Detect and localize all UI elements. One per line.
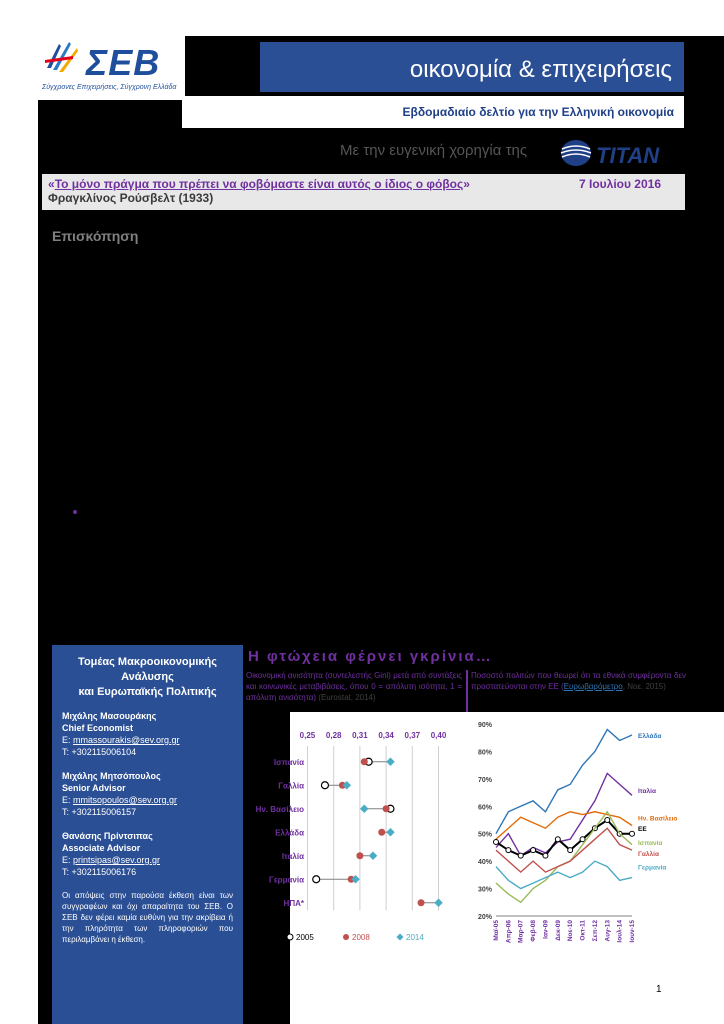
contact-email-link[interactable]: printsipas@sev.org.gr — [73, 855, 161, 865]
euro-x-tick-label: Σεπ-12 — [591, 920, 599, 942]
contact-email-link[interactable]: mmitsopoulos@sev.org.gr — [73, 795, 178, 805]
euro-series-label: Γερμανία — [638, 864, 667, 872]
sidebar-title-line: Τομέας Μακροοικονομικής — [78, 656, 217, 668]
euro-y-tick-label: 60% — [477, 804, 492, 812]
brand-tagline: Σύγχρονες Επιχειρήσεις, Σύγχρονη Ελλάδα — [42, 84, 177, 91]
gini-category-label: Ισπανία — [273, 757, 304, 767]
bullet-marker — [73, 510, 77, 514]
quote-author: Φραγκλίνος Ρούσβελτ (1933) — [48, 191, 214, 205]
gini-category-label: Ιταλία — [281, 851, 304, 861]
brand-logo-text: ΣΕΒ — [86, 42, 161, 83]
gini-legend-marker — [396, 933, 403, 940]
gini-x-tick-label: 0,34 — [378, 731, 394, 740]
euro-x-tick-label: Φεβ-08 — [530, 920, 538, 942]
quote-open-mark: « — [48, 177, 55, 191]
gini-point-2014 — [386, 758, 394, 766]
gini-category-label: Ην. Βασίλειο — [255, 804, 304, 814]
contact-person — [62, 830, 233, 878]
contact-role: Associate Advisor — [62, 843, 141, 853]
euro-x-tick-label: Μαϊ-05 — [493, 920, 500, 941]
section-title: Η φτώχεια φέρνει γκρίνια… — [248, 648, 493, 665]
euro-series-line — [496, 828, 632, 872]
gini-dot-chart — [250, 724, 464, 950]
gini-chart-caption — [246, 670, 462, 703]
euro-ee-point — [555, 837, 560, 842]
euro-y-tick-label: 80% — [477, 749, 492, 757]
euro-series-label: Ην. Βασίλειο — [638, 815, 678, 823]
gini-x-tick-label: 0,31 — [352, 731, 368, 740]
gini-point-2014 — [369, 852, 377, 860]
contact-name: Θανάσης Πρίντσιπας — [62, 831, 153, 841]
contact-role: Senior Advisor — [62, 783, 126, 793]
gini-legend-marker — [287, 934, 293, 940]
sidebar-title-line: και Ευρωπαϊκής Πολιτικής — [78, 686, 217, 698]
euro-x-tick-label: Αυγ-13 — [604, 920, 612, 942]
disclaimer-text: Οι απόψεις στην παρούσα έκθεση είναι των συγγραφέων και όχι απαραίτητα του ΣΕΒ. Ο ΣΕΒ δεν φέρει καμία ευθύνη για την ακρίβεια ή την πληρότητα των πληροφοριών που περιλαμβάνει η έκθεση. — [62, 891, 233, 944]
euro-series-label: Ιταλία — [638, 787, 656, 795]
eurobarometer-link[interactable]: Ευρωβαρόμετρο — [563, 682, 623, 691]
gini-legend-marker — [343, 934, 349, 940]
gini-x-tick-label: 0,28 — [325, 731, 342, 740]
email-label: E: — [62, 735, 74, 745]
gini-x-tick-label: 0,37 — [404, 731, 421, 740]
publication-subtitle: Εβδομαδιαίο δελτίο για την Ελληνική οικονομία — [182, 96, 684, 128]
titan-wordmark: TITAN — [596, 143, 660, 168]
euro-caption-source: , Νοε. 2015) — [622, 682, 666, 691]
euro-ee-point — [543, 853, 548, 858]
gini-point-2008 — [356, 852, 363, 859]
gini-point-2014 — [386, 828, 394, 836]
contact-email-line — [62, 854, 233, 866]
euro-ee-point — [630, 831, 635, 836]
page-number: 1 — [656, 984, 662, 995]
euro-series-line — [496, 820, 632, 856]
euro-series-label: Ελλάδα — [638, 732, 662, 740]
contact-person — [62, 710, 233, 758]
gini-point-2008 — [418, 899, 425, 906]
sidebar-title — [62, 655, 233, 700]
contact-phone: T: +302115006104 — [62, 747, 137, 757]
euro-ee-point — [518, 853, 523, 858]
euro-ee-point — [605, 818, 610, 823]
contact-email-line — [62, 734, 233, 746]
gini-point-2005 — [313, 876, 320, 883]
euro-ee-point — [494, 839, 499, 844]
quote-text: Το μόνο πράγμα που πρέπει να φοβόμαστε είναι αυτός ο ίδιος ο φόβος — [54, 177, 464, 191]
euro-y-tick-label: 20% — [477, 914, 492, 921]
gini-legend-label: 2014 — [406, 933, 424, 942]
quote-box — [42, 174, 685, 210]
euro-x-tick-label: Ιουν-15 — [629, 920, 636, 943]
euro-series-label: Γαλλία — [638, 850, 659, 858]
euro-y-tick-label: 50% — [477, 831, 492, 839]
gini-category-label: Γερμανία — [269, 875, 304, 885]
contact-phone: T: +302115006176 — [62, 867, 137, 877]
gini-point-2014 — [360, 805, 368, 813]
gini-x-tick-label: 0,40 — [430, 731, 447, 740]
sponsor-text: Με την ευγενική χορηγία της — [340, 142, 528, 159]
issue-date: 7 Ιουλίου 2016 — [578, 177, 661, 191]
euro-ee-point — [506, 848, 511, 853]
euro-x-tick-label: Δεκ-09 — [554, 920, 562, 941]
euro-y-tick-label: 90% — [477, 722, 492, 729]
gini-point-2008 — [383, 805, 390, 812]
euro-series-line — [496, 861, 632, 888]
gini-point-2005 — [321, 782, 328, 789]
gini-x-tick-label: 0,25 — [299, 731, 316, 740]
sev-logo-icon — [42, 38, 84, 78]
euro-chart-caption — [471, 670, 686, 692]
gini-point-2014 — [434, 899, 442, 907]
gini-point-2008 — [361, 758, 368, 765]
euro-x-tick-label: Μαρ-07 — [517, 920, 525, 943]
euro-x-tick-label: Ιαν-09 — [542, 920, 550, 939]
euro-x-tick-label: Ιουλ-14 — [616, 920, 624, 943]
eurobarometer-line-chart — [472, 714, 724, 954]
euro-y-tick-label: 30% — [477, 886, 492, 894]
gini-point-2008 — [378, 829, 385, 836]
titan-globe-icon — [560, 138, 682, 168]
sidebar-title-line: Ανάλυσης — [121, 671, 174, 683]
titan-logo — [560, 138, 682, 168]
email-label: E: — [62, 795, 74, 805]
overview-heading: Επισκόπηση — [52, 228, 139, 244]
gini-legend-label: 2008 — [352, 933, 370, 942]
euro-y-tick-label: 70% — [477, 776, 492, 784]
euro-series-label: ΕΕ — [638, 826, 647, 834]
euro-series-label: Ισπανία — [638, 839, 663, 847]
publication-title: οικονομία & επιχειρήσεις — [260, 42, 684, 92]
gini-caption-source: (Eurostat, 2014) — [316, 693, 376, 702]
contact-phone: T: +302115006157 — [62, 807, 137, 817]
euro-ee-point — [568, 848, 573, 853]
euro-ee-point — [580, 837, 585, 842]
euro-ee-point — [531, 848, 536, 853]
gini-category-label: Γαλλία — [278, 781, 304, 791]
contact-role: Chief Economist — [62, 723, 134, 733]
euro-x-tick-label: Νοε-10 — [567, 920, 575, 942]
quote-close-mark: » — [463, 177, 470, 191]
euro-caption-text: Ποσοστό πολιτών που θεωρεί ότι τα εθνικά συμφέροντα δεν προστατεύονται στην ΕΕ ( — [471, 671, 686, 691]
gini-category-label: ΗΠΑ* — [283, 898, 304, 908]
gini-caption-text: Οικονομική ανισότητα (συντελεστής Gini) μετά από συντάξεις και κοινωνικές μεταβιβάσεις, όπου 0 = απόλυτη ισότητα, 1 = απόλυτη ανισότητα) — [246, 671, 462, 702]
euro-x-tick-label: Οκτ-11 — [579, 920, 587, 941]
contact-name: Μιχάλης Μητσόπουλος — [62, 771, 161, 781]
euro-x-tick-label: Απρ-06 — [505, 920, 513, 944]
email-label: E: — [62, 855, 74, 865]
contact-email-link[interactable]: mmassourakis@sev.org.gr — [73, 735, 180, 745]
contact-sidebar — [52, 645, 243, 1024]
euro-y-tick-label: 40% — [477, 859, 492, 867]
gini-legend-label: 2005 — [296, 933, 314, 942]
contact-person — [62, 770, 233, 818]
contact-email-line — [62, 794, 233, 806]
contact-name: Μιχάλης Μασουράκης — [62, 711, 157, 721]
gini-category-label: Ελλάδα — [275, 828, 304, 838]
